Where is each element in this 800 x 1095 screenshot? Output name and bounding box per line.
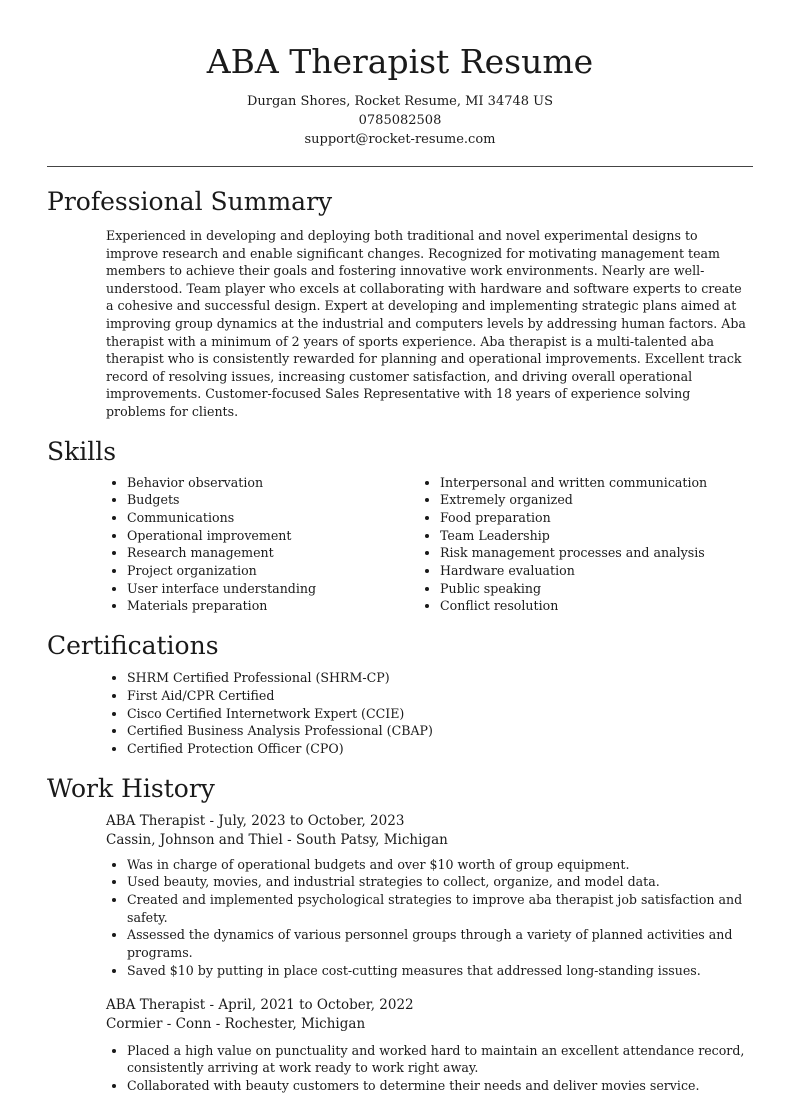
- certifications-section: [47, 629, 753, 758]
- skill-item: • User interface understanding: [127, 580, 440, 598]
- skill-item: • Communications: [127, 509, 440, 527]
- skills-columns: [47, 474, 753, 616]
- skills-section: [47, 435, 753, 616]
- skill-item: • Hardware evaluation: [440, 562, 753, 580]
- job-bullet: • Created and implemented psychological strategies to improve aba therapist job satisfaction and safety.: [127, 891, 753, 926]
- job-bullet: • Collaborated with beauty customers to determine their needs and deliver movies service.: [127, 1077, 753, 1095]
- job-bullet: • Assessed the dynamics of various personnel groups through a variety of planned activities and programs.: [127, 926, 753, 961]
- contact-block: [0, 92, 800, 149]
- skill-item: • Team Leadership: [440, 527, 753, 545]
- resume-title: ABA Therapist Resume: [206, 42, 594, 81]
- certifications-list: [47, 669, 753, 758]
- contact-address: Durgan Shores, Rocket Resume, MI 34748 US: [246, 94, 554, 109]
- contact-phone: 0785082508: [358, 113, 442, 128]
- job-entry: [106, 812, 753, 980]
- summary-heading: Professional Summary: [47, 187, 333, 216]
- skill-item: • Interpersonal and written communication: [440, 474, 753, 492]
- job-title: ABA Therapist - July, 2023 to October, 2023: [106, 812, 405, 829]
- contact-email: support@rocket-resume.com: [304, 132, 496, 147]
- certification-item: • SHRM Certified Professional (SHRM-CP): [127, 669, 753, 687]
- job-bullet: • Was in charge of operational budgets and over $10 worth of group equipment.: [127, 856, 753, 874]
- job-company: Cormier - Conn - Rochester, Michigan: [106, 1015, 366, 1032]
- job-bullets: [106, 856, 753, 980]
- summary-text: Experienced in developing and deploying both traditional and novel experimental designs to improve research and enable significant changes. Recognized for motivating management team members to achieve their goals and fostering innovative work environments. Nearly are well-understood. Team player who excels at collaborating with hardware and software experts to create a cohesive and successful design. Expert at developing and implementing strategic plans aimed at improving group dynamics at the industrial and computers levels by addressing human factors. Aba therapist with a minimum of 2 years of sports experience. Aba therapist is a multi-talented aba therapist who is consistently rewarded for planning and operational improvements. Excellent track record of resolving issues, increasing customer satisfaction, and driving overall operational improvements. Customer-focused Sales Representative with 18 years of experience solving problems for clients.: [106, 228, 746, 419]
- skill-item: • Risk management processes and analysis: [440, 544, 753, 562]
- skills-heading: Skills: [47, 436, 117, 466]
- skills-list-right: [440, 474, 753, 616]
- job-bullet: • Saved $10 by putting in place cost-cutting measures that addressed long-standing issues.: [127, 962, 753, 980]
- certification-item: • Certified Business Analysis Professional (CBAP): [127, 722, 753, 740]
- skill-item: • Research management: [127, 544, 440, 562]
- job-bullet: • Used beauty, movies, and industrial strategies to collect, organize, and model data.: [127, 873, 753, 891]
- job-company: Cassin, Johnson and Thiel - South Patsy, Michigan: [106, 831, 448, 848]
- summary-section: [47, 185, 753, 421]
- certification-item: • Certified Protection Officer (CPO): [127, 740, 753, 758]
- skill-item: • Extremely organized: [440, 491, 753, 509]
- skill-item: • Public speaking: [440, 580, 753, 598]
- job-bullet: • Placed a high value on punctuality and worked hard to maintain an excellent attendance record, consistently arriving at work ready to work right away.: [127, 1042, 753, 1077]
- skills-list-left: [47, 474, 440, 616]
- job-bullets: [106, 1042, 753, 1095]
- resume-header: [0, 0, 800, 149]
- job-title: ABA Therapist - April, 2021 to October, 2022: [106, 996, 414, 1013]
- skill-item: • Project organization: [127, 562, 440, 580]
- job-entry: [106, 996, 753, 1095]
- work-history-section: [47, 772, 753, 1095]
- skill-item: • Conflict resolution: [440, 597, 753, 615]
- certification-item: • Cisco Certified Internetwork Expert (CCIE): [127, 705, 753, 723]
- work-history-heading: Work History: [47, 773, 215, 803]
- skill-item: • Behavior observation: [127, 474, 440, 492]
- skill-item: • Food preparation: [440, 509, 753, 527]
- header-divider: [47, 166, 753, 167]
- certifications-heading: Certifications: [47, 631, 219, 661]
- skill-item: • Budgets: [127, 491, 440, 509]
- skill-item: • Materials preparation: [127, 597, 440, 615]
- skill-item: • Operational improvement: [127, 527, 440, 545]
- certification-item: • First Aid/CPR Certified: [127, 687, 753, 705]
